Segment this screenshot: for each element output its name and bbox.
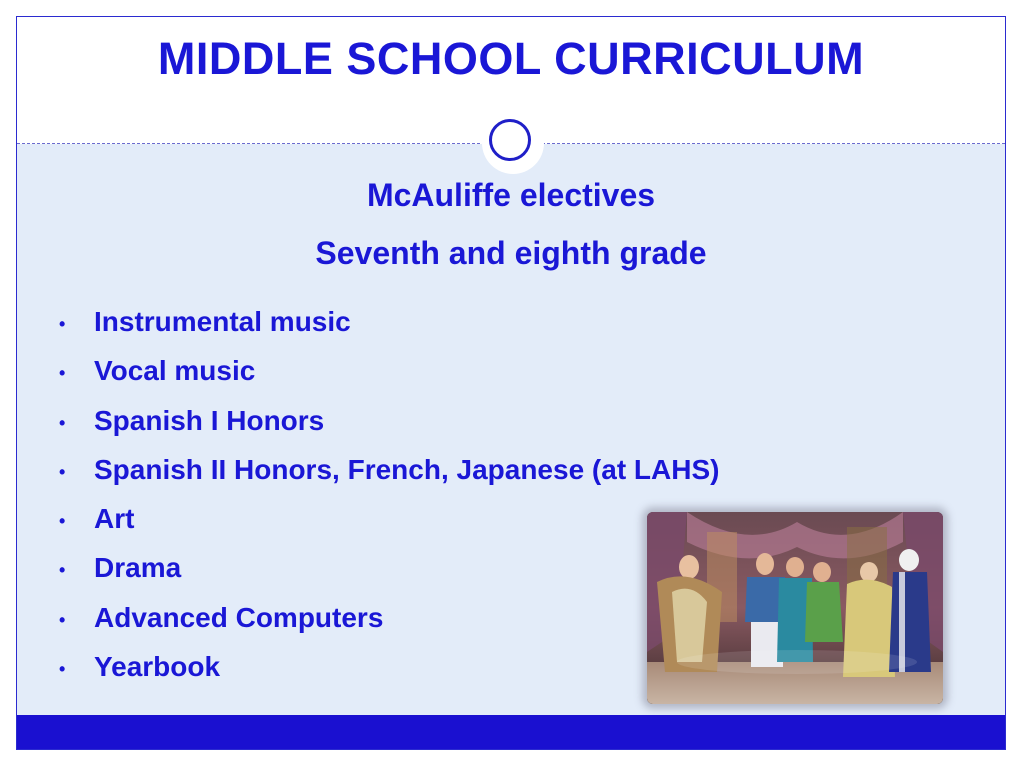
list-item-label: Instrumental music — [94, 306, 351, 337]
list-item — [59, 405, 719, 454]
list-item — [59, 503, 719, 552]
slide — [16, 16, 1006, 750]
bullet-icon: • — [59, 314, 66, 334]
list-item-label: Yearbook — [94, 651, 221, 683]
list-item-label: Advanced Computers — [94, 601, 384, 633]
list-item-label: Art — [94, 503, 135, 535]
list-item — [59, 306, 719, 355]
photo-illustration — [647, 512, 943, 704]
subtitle-electives: McAuliffe electives — [366, 177, 656, 213]
circle-ring-icon — [489, 119, 531, 161]
electives-list — [59, 306, 719, 700]
bullet-icon: • — [59, 412, 66, 433]
list-item — [59, 552, 719, 601]
list-item-label: Vocal music — [94, 355, 256, 387]
bullet-icon: • — [59, 609, 66, 630]
footer-bar — [17, 715, 1005, 749]
bullet-icon: • — [59, 511, 66, 532]
list-item-label: Spanish I Honors — [94, 404, 325, 436]
subtitle-grades: Seventh and eighth grade — [315, 235, 707, 271]
slide-title: MIDDLE SCHOOL CURRICULUM — [157, 33, 865, 84]
bullet-icon: • — [59, 659, 66, 680]
bullet-icon: • — [59, 560, 66, 581]
bullet-icon: • — [59, 363, 66, 384]
list-item — [59, 355, 719, 404]
bullet-icon: • — [59, 461, 66, 482]
list-item-label: Drama — [94, 552, 182, 584]
stage-performance-photo — [647, 512, 943, 704]
list-item — [59, 454, 719, 503]
list-item-label: Spanish II Honors, French, Japanese (at LAHS) — [94, 453, 720, 485]
list-item — [59, 602, 719, 651]
list-item — [59, 651, 719, 700]
